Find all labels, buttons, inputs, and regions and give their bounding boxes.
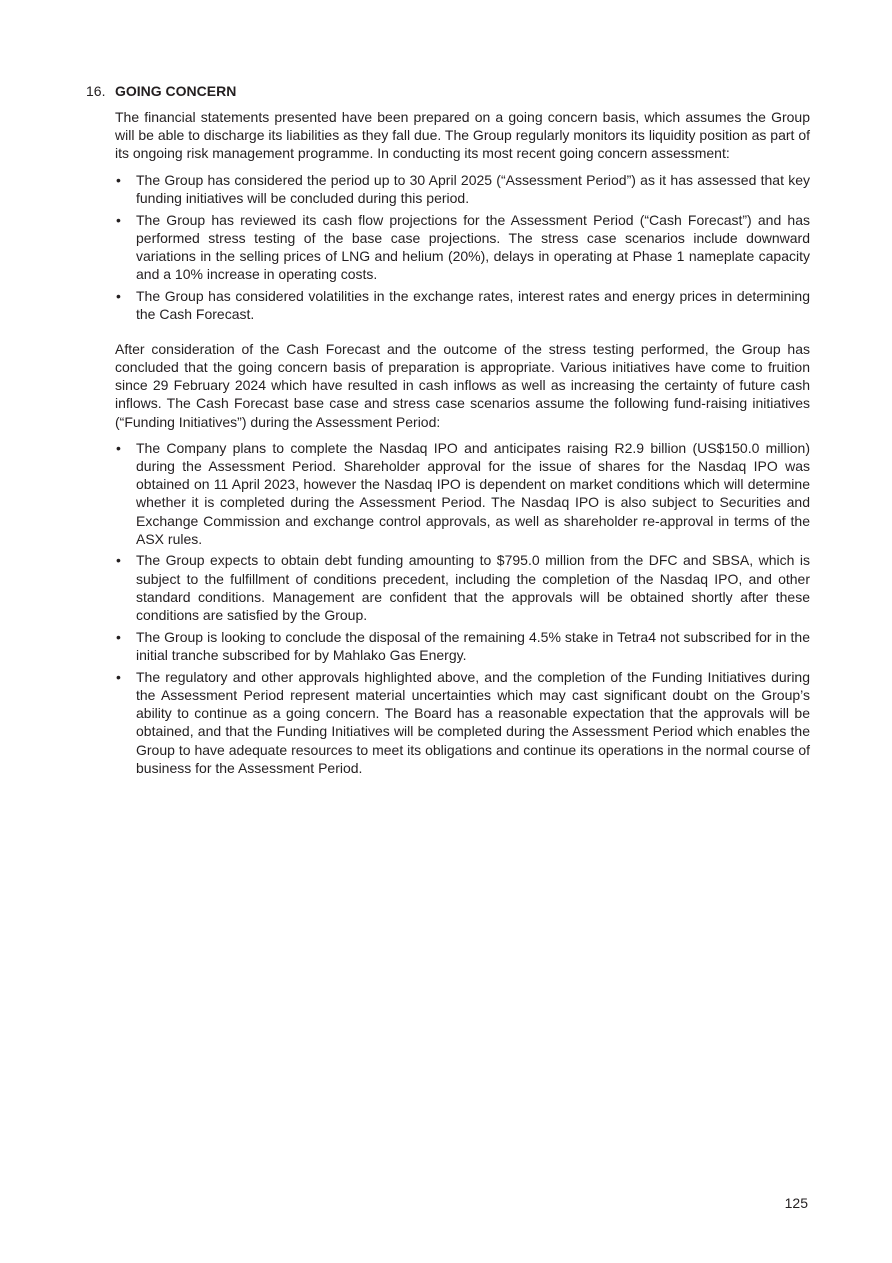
section-body (115, 108, 810, 777)
list-item-text: The Group expects to obtain debt funding amounting to $795.0 million from the DFC and SBSA, which is subject to the fulfillment of conditions precedent, including the completion of the Nasdaq IPO, and other standard conditions. Management are confident that the approvals will be obtained shortly after these conditions are satisfied by the Group. (136, 552, 810, 624)
list-item-text: The Company plans to complete the Nasdaq IPO and anticipates raising R2.9 billion (US$150.0 million) during the Assessment Period. Shareholder approval for the issue of shares for the Nasdaq IPO was obtained on 11 April 2023, however the Nasdaq IPO is dependent on market conditions which will determine whether it is completed during the Assessment Period. The Nasdaq IPO is also subject to Securities and Exchange Commission and exchange control approvals, as well as shareholder re-approval in terms of the ASX rules. (136, 439, 810, 547)
list-item-text: The Group has reviewed its cash flow projections for the Assessment Period (“Cash Forecast”) and has performed stress testing of the base case projections. The stress case scenarios include downward variations in the selling prices of LNG and helium (20%), delays in operating at Phase 1 nameplate capacity and a 10% increase in operating costs. (136, 211, 810, 283)
list-item (115, 628, 810, 664)
list-item-text: The Group has considered the period up to 30 April 2025 (“Assessment Period”) as it has assessed that key funding initiatives will be concluded during this period. (136, 171, 810, 206)
list-item-text: The Group is looking to conclude the disposal of the remaining 4.5% stake in Tetra4 not subscribed for in the initial tranche subscribed for by Mahlako Gas Energy. (136, 628, 810, 663)
section-number: 16. (86, 83, 106, 99)
intro-paragraph: The financial statements presented have been prepared on a going concern basis, which assumes the Group will be able to discharge its liabilities as they fall due. The Group regularly monitors its liquidity position as part of its ongoing risk management programme. In conducting its most recent going concern assessment: (115, 109, 810, 162)
list-item-text: The regulatory and other approvals highlighted above, and the completion of the Funding Initiatives during the Assessment Period represent material uncertainties which may cast significant doubt on the Group’s ability to continue as a going concern. The Board has a reasonable expectation that the approvals will be obtained, and that the Funding Initiatives will be completed during the Assessment Period which enables the Group to have adequate resources to meet its obligations and continue its operations in the normal course of business for the Assessment Period. (136, 668, 810, 776)
bullet-icon: • (116, 287, 121, 304)
section-heading (86, 82, 810, 100)
bullet-icon: • (116, 628, 121, 645)
list-item (115, 551, 810, 624)
bullet-icon: • (116, 211, 121, 228)
bullet-icon: • (116, 552, 121, 569)
assessment-bullet-list (115, 171, 810, 324)
conclusion-paragraph: After consideration of the Cash Forecast and the outcome of the stress testing performed, the Group has concluded that the going concern basis of preparation is appropriate. Various initiatives have come to fruition since 29 February 2024 which have resulted in cash inflows as well as increasing the certainty of future cash inflows. The Cash Forecast base case and stress case scenarios assume the following fund-raising initiatives (“Funding Initiatives”) during the Assessment Period: (115, 340, 810, 430)
section-title: GOING CONCERN (115, 83, 237, 99)
funding-initiatives-bullet-list (115, 439, 810, 777)
bullet-icon: • (116, 668, 121, 685)
list-item (115, 287, 810, 323)
list-item (115, 171, 810, 207)
list-item (115, 668, 810, 777)
going-concern-section (86, 82, 810, 780)
list-item (115, 211, 810, 284)
list-item (115, 439, 810, 548)
bullet-icon: • (116, 171, 121, 188)
bullet-icon: • (116, 439, 121, 456)
list-item-text: The Group has considered volatilities in the exchange rates, interest rates and energy prices in determining the Cash Forecast. (136, 287, 810, 323)
page-number: 125 (784, 1195, 808, 1211)
